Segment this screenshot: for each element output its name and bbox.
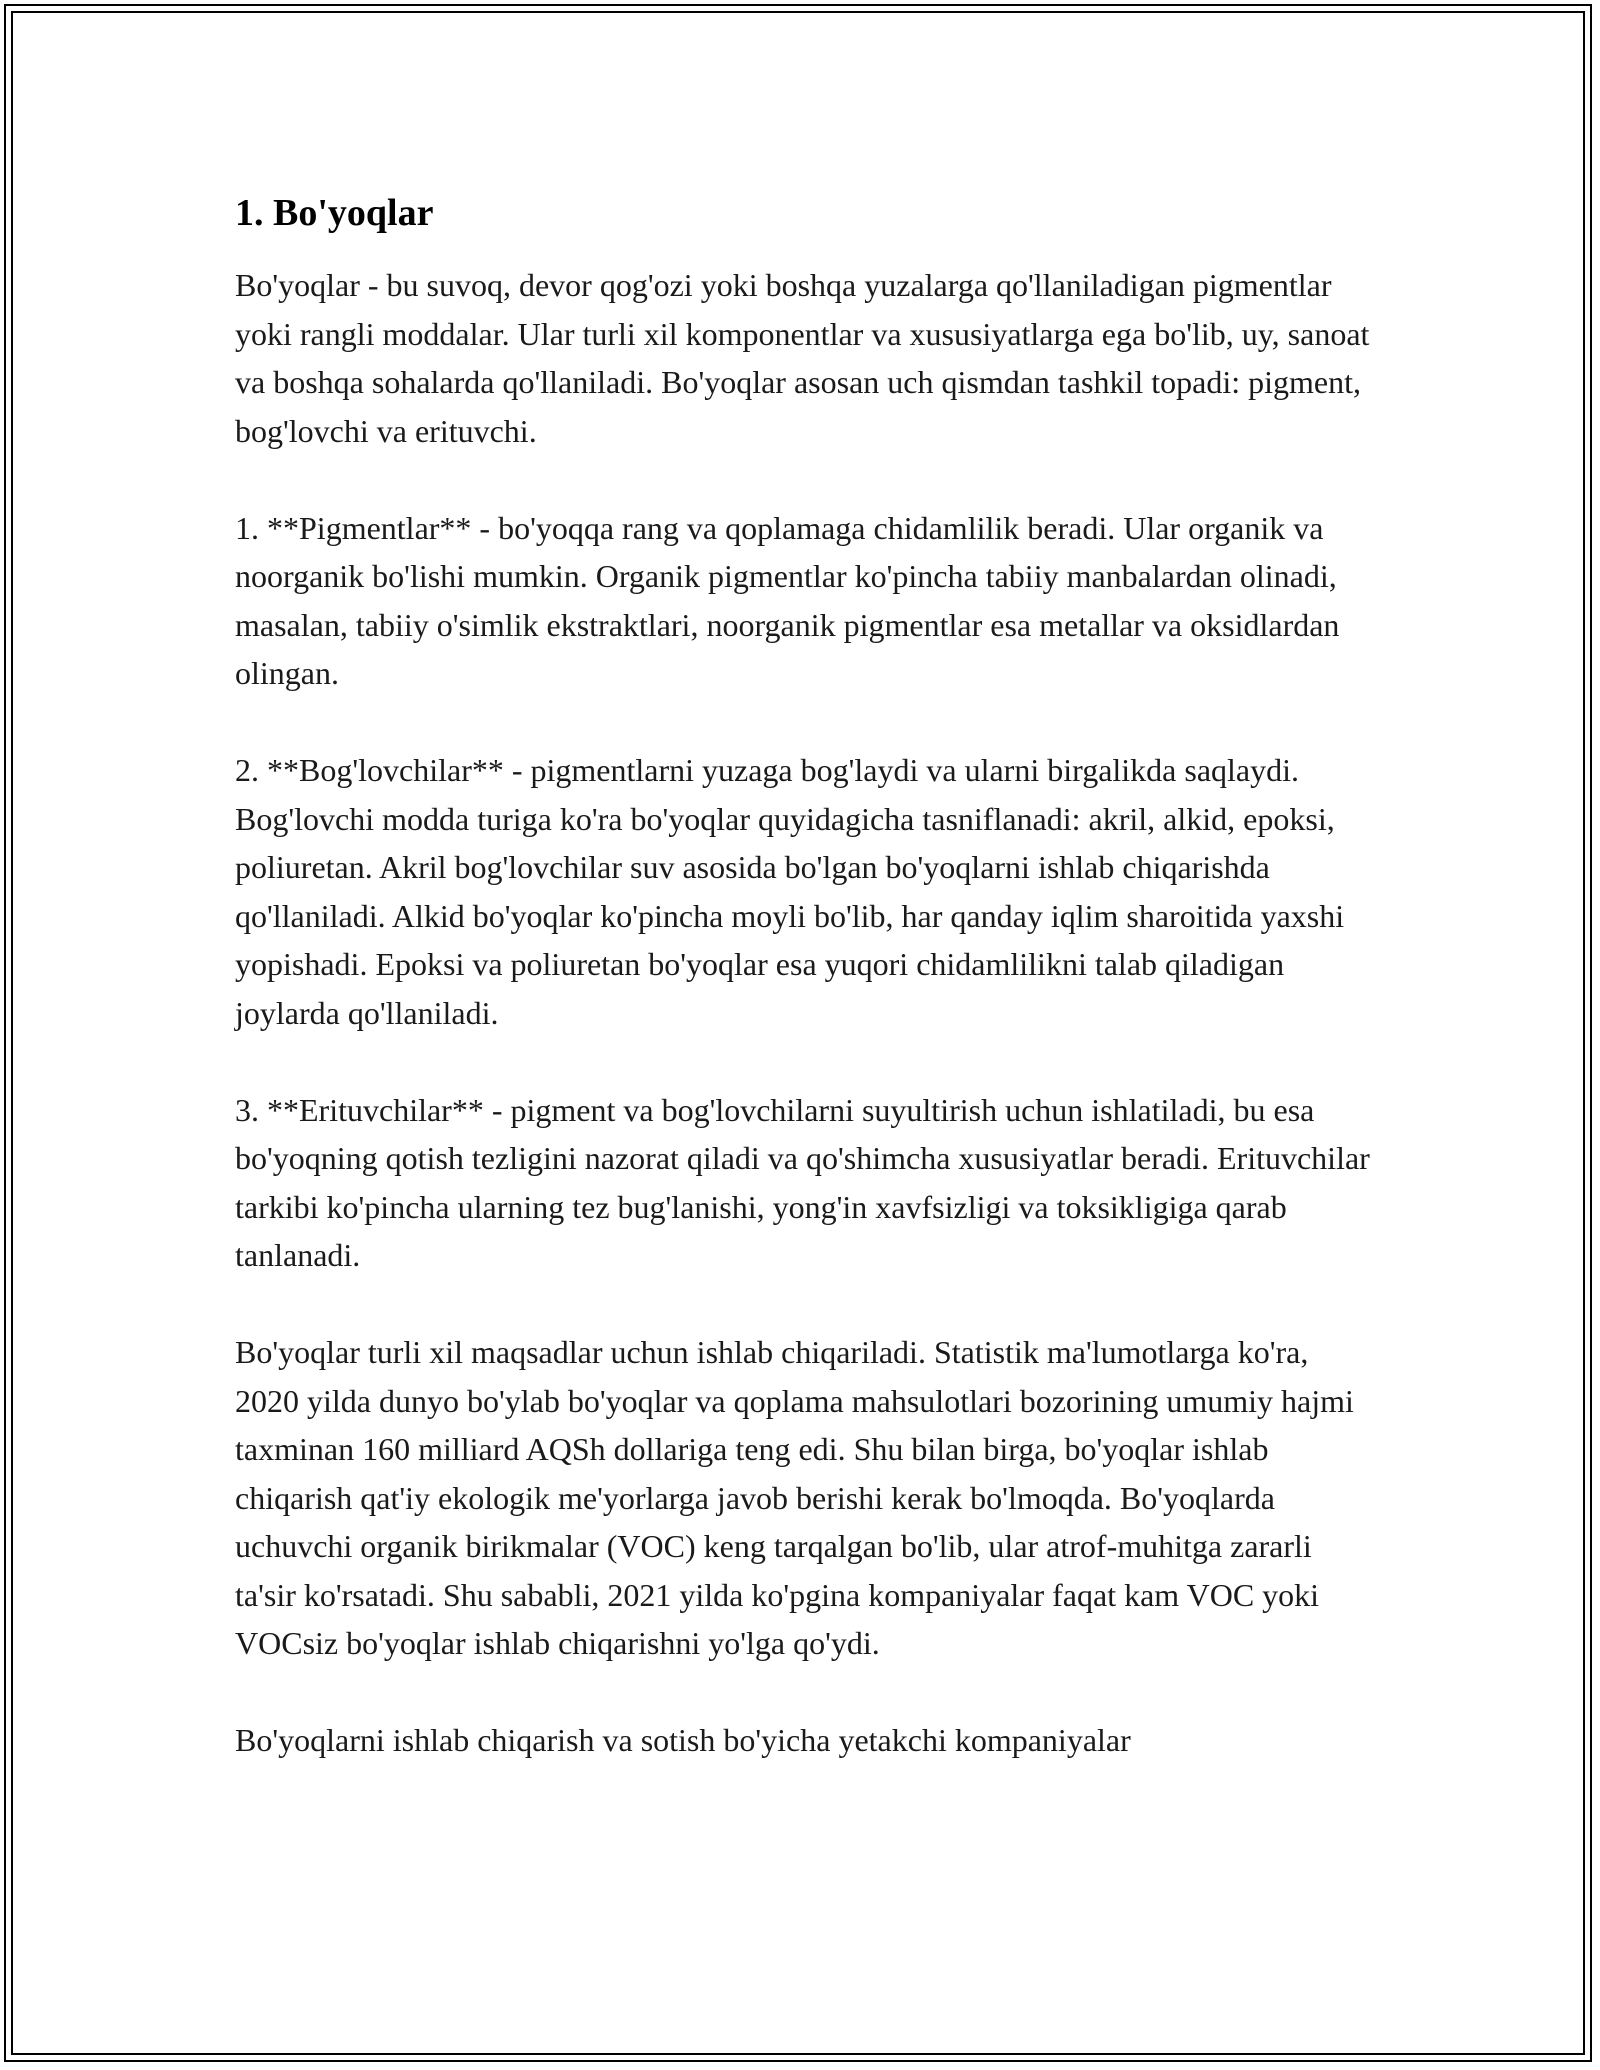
section-heading: 1. Bo'yoqlar: [235, 192, 434, 234]
intro-paragraph: Bo'yoqlar - bu suvoq, devor qog'ozi yoki boshqa yuzalarga qo'llaniladigan pigmentlar yoki rangli moddalar. Ular turli xil komponentlar va xususiyatlarga ega bo'lib, uy, sanoat va boshqa sohalarda qo'llaniladi. Bo'yoqlar asosan uch qismdan tashkil topadi: pigment, bog'lovchi va erituvchi.: [235, 267, 1370, 449]
pigments-paragraph: 1. **Pigmentlar** - bo'yoqqa rang va qoplamaga chidamlilik beradi. Ular organik va noorganik bo'lishi mumkin. Organik pigmentlar ko'pincha tabiiy manbalardan olinadi, masalan, tabiiy o'simlik ekstraktlari, noorganik pigmentlar esa metallar va oksidlardan olingan.: [235, 509, 1340, 691]
binders-paragraph: 2. **Bog'lovchilar** - pigmentlarni yuzaga bog'laydi va ularni birgalikda saqlaydi. Bog'lovchi modda turiga ko'ra bo'yoqlar quyidagicha tasniflanadi: akril, alkid, epoksi, poliuretan. Akril bog'lovchilar suv asosida bo'lgan bo'yoqlarni ishlab chiqarishda qo'llaniladi. Alkid bo'yoqlar ko'pincha moyli bo'lib, har qanday iqlim sharoitida yaxshi yopishadi. Epoksi va poliuretan bo'yoqlar esa yuqori chidamlilikni talab qiladigan joylarda qo'llaniladi.: [235, 752, 1345, 1031]
document-body: [235, 185, 1375, 1813]
companies-paragraph: Bo'yoqlarni ishlab chiqarish va sotish bo'yicha yetakchi kompaniyalar: [235, 1722, 1131, 1758]
solvents-paragraph: 3. **Erituvchilar** - pigment va bog'lovchilarni suyultirish uchun ishlatiladi, bu esa bo'yoqning qotish tezligini nazorat qiladi va qo'shimcha xususiyatlar beradi. Erituvchilar tarkibi ko'pincha ularning tez bug'lanishi, yong'in xavfsizligi va toksikligiga qarab tanlanadi.: [235, 1091, 1370, 1273]
market-paragraph: Bo'yoqlar turli xil maqsadlar uchun ishlab chiqariladi. Statistik ma'lumotlarga ko'ra, 2020 yilda dunyo bo'ylab bo'yoqlar va qoplama mahsulotlari bozorining umumiy hajmi taxminan 160 milliard AQSh dollariga teng edi. Shu bilan birga, bo'yoqlar ishlab chiqarish qat'iy ekologik me'yorlarga javob berishi kerak bo'lmoqda. Bo'yoqlarda uchuvchi organik birikmalar (VOC) keng tarqalgan bo'lib, ular atrof-muhitga zararli ta'sir ko'rsatadi. Shu sababli, 2021 yilda ko'pgina kompaniyalar faqat kam VOC yoki VOCsiz bo'yoqlar ishlab chiqarishni yo'lga qo'ydi.: [235, 1334, 1354, 1661]
